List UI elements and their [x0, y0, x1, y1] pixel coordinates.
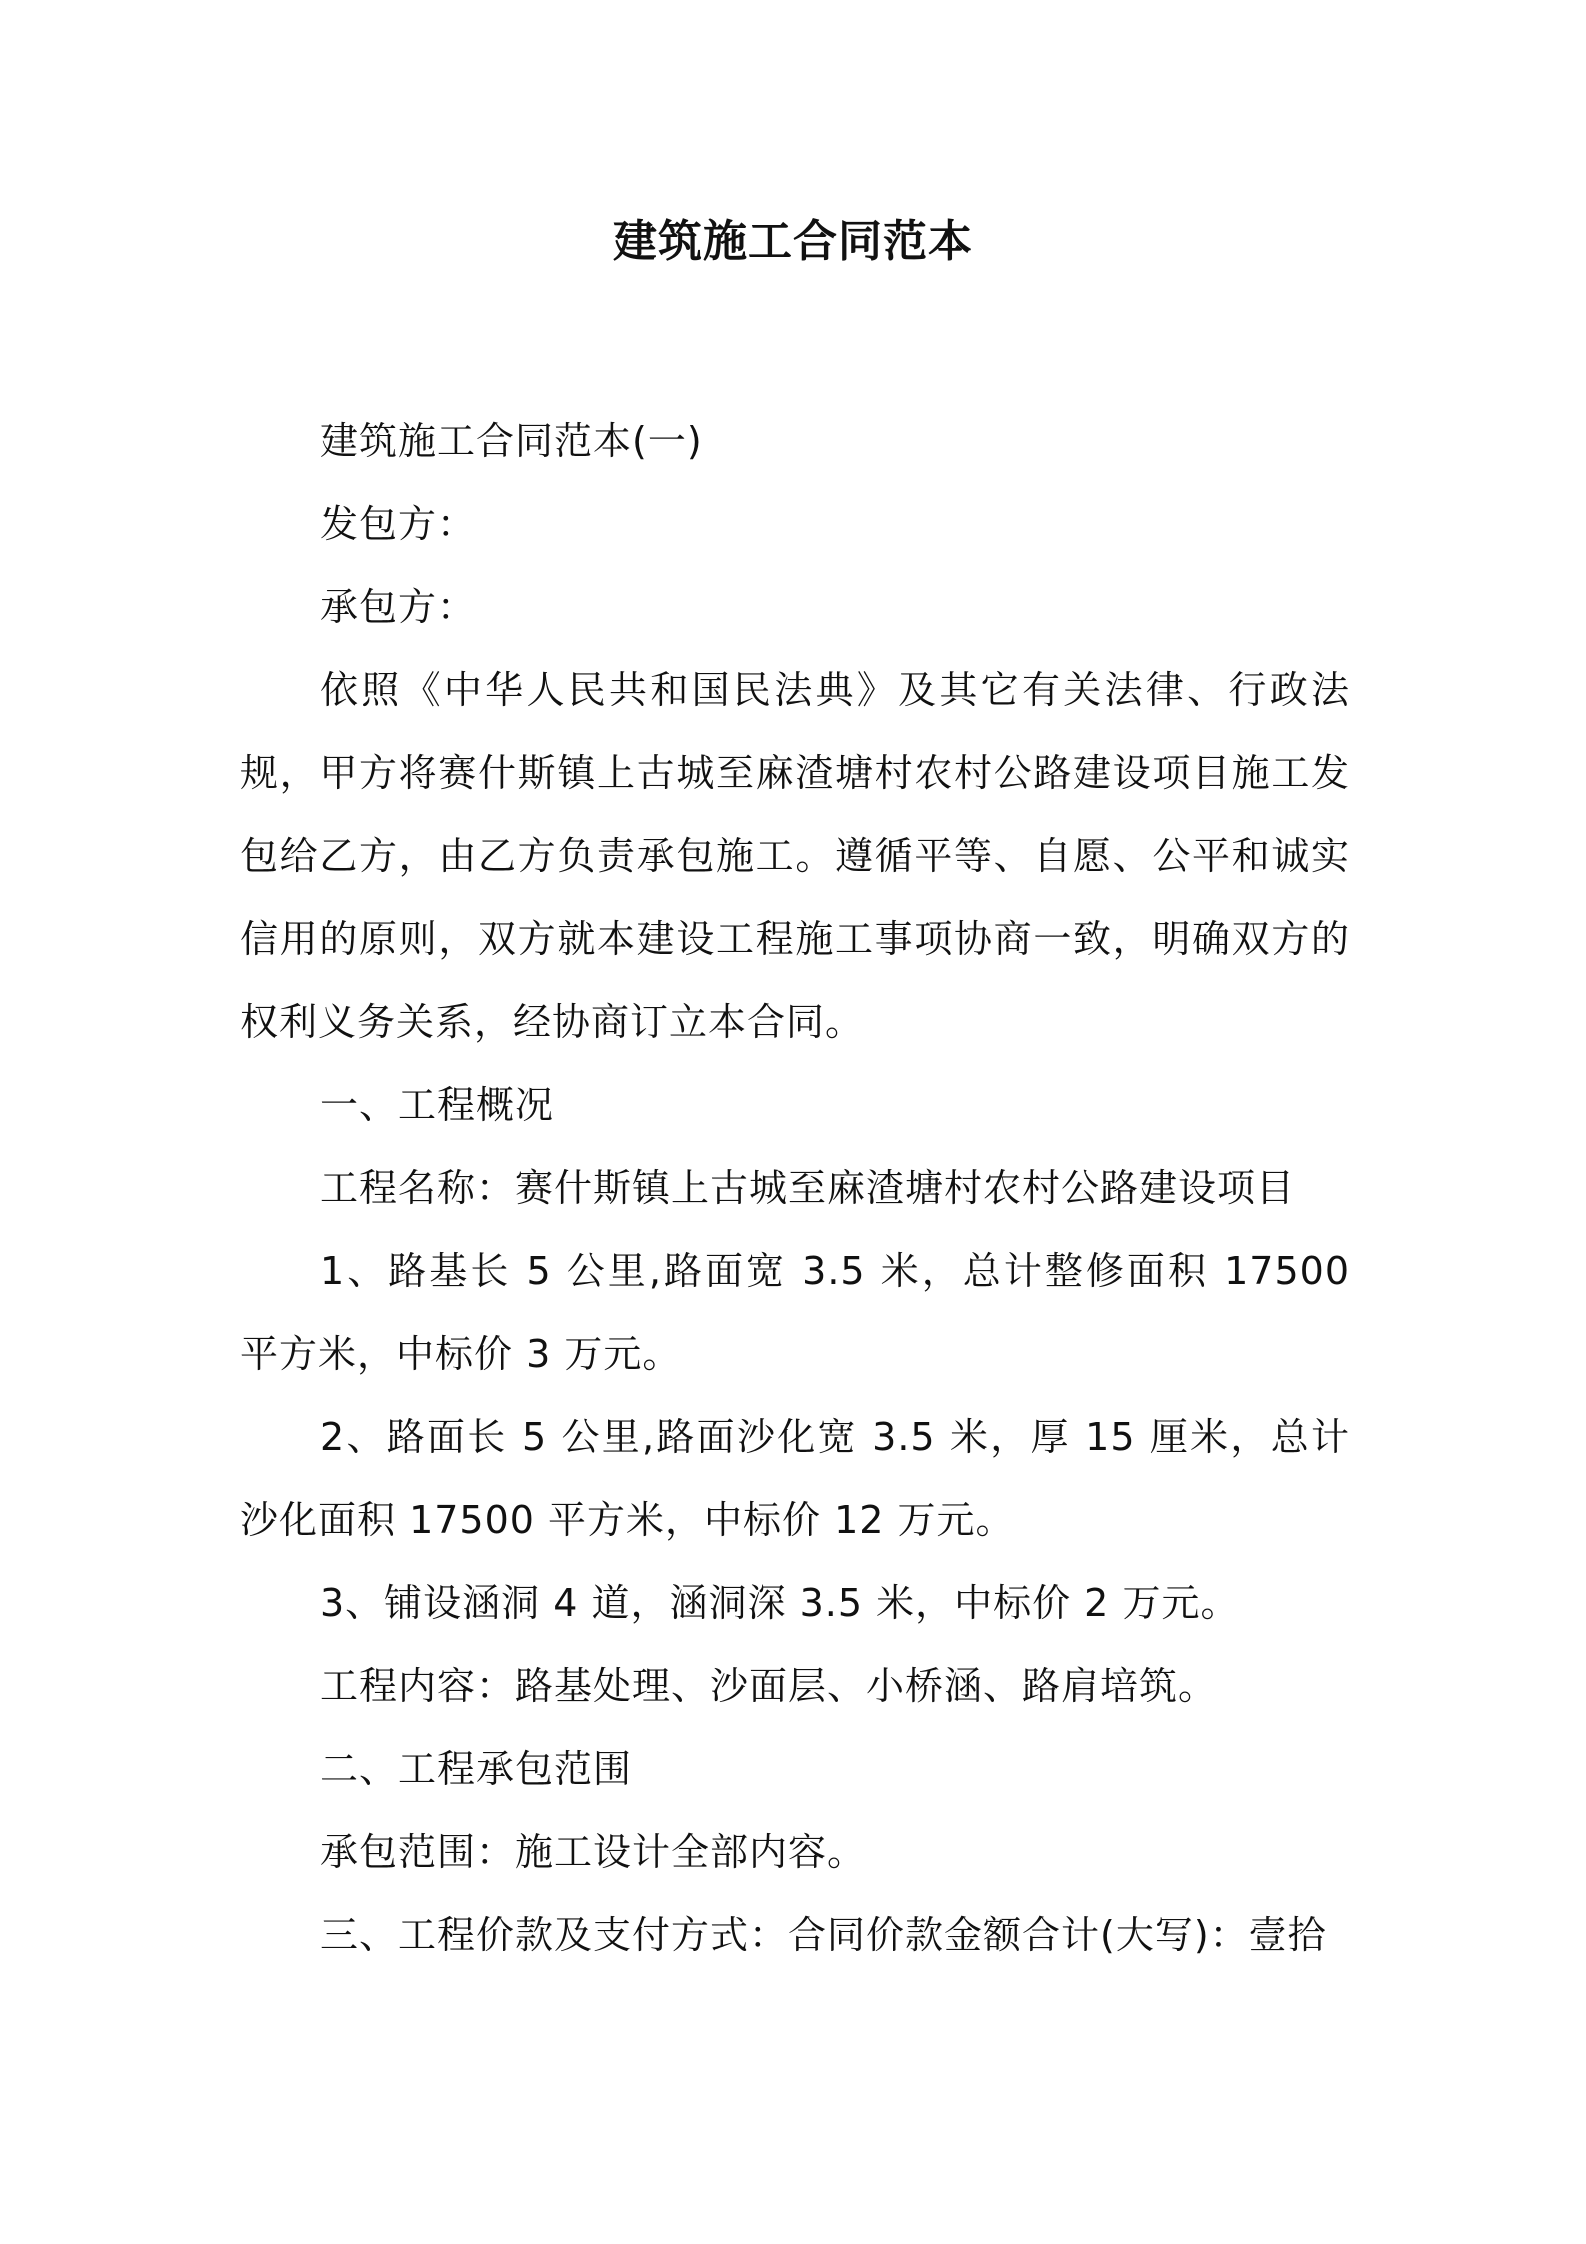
employer-line: 发包方： — [320, 502, 477, 546]
item-roadbed: 1、路基长 5 公里,路面宽 3.5 米，总计整修面积 17500 平方米，中标价 3 万元。 — [240, 1249, 1350, 1376]
section-heading-payment: 三、工程价款及支付方式：合同价款金额合计(大写)：壹拾 — [320, 1913, 1327, 1957]
project-name-line: 工程名称：赛什斯镇上古城至麻渣塘村农村公路建设项目 — [320, 1166, 1296, 1210]
contractor-line: 承包方： — [320, 585, 477, 629]
item-culverts: 3、铺设涵洞 4 道，涵洞深 3.5 米，中标价 2 万元。 — [320, 1581, 1240, 1625]
preamble-paragraph: 依照《中华人民共和国民法典》及其它有关法律、行政法规，甲方将赛什斯镇上古城至麻渣塘村农村公路建设项目施工发包给乙方，由乙方负责承包施工。遵循平等、自愿、公平和诚实信用的原则，双方就本建设工程施工事项协商一致，明确双方的权利义务关系，经协商订立本合同。 — [240, 668, 1350, 1044]
item-road-surface: 2、路面长 5 公里,路面沙化宽 3.5 米，厚 15 厘米，总计沙化面积 17500 平方米，中标价 12 万元。 — [240, 1415, 1350, 1542]
document-title: 建筑施工合同范本 — [613, 216, 973, 267]
section-heading-scope: 二、工程承包范围 — [320, 1747, 633, 1791]
document-body — [240, 400, 1350, 1977]
contract-subtitle: 建筑施工合同范本(一) — [320, 419, 703, 463]
scope-line: 承包范围：施工设计全部内容。 — [320, 1830, 867, 1874]
section-heading-overview: 一、工程概况 — [320, 1083, 555, 1127]
project-content-line: 工程内容：路基处理、沙面层、小桥涵、路肩培筑。 — [320, 1664, 1218, 1708]
